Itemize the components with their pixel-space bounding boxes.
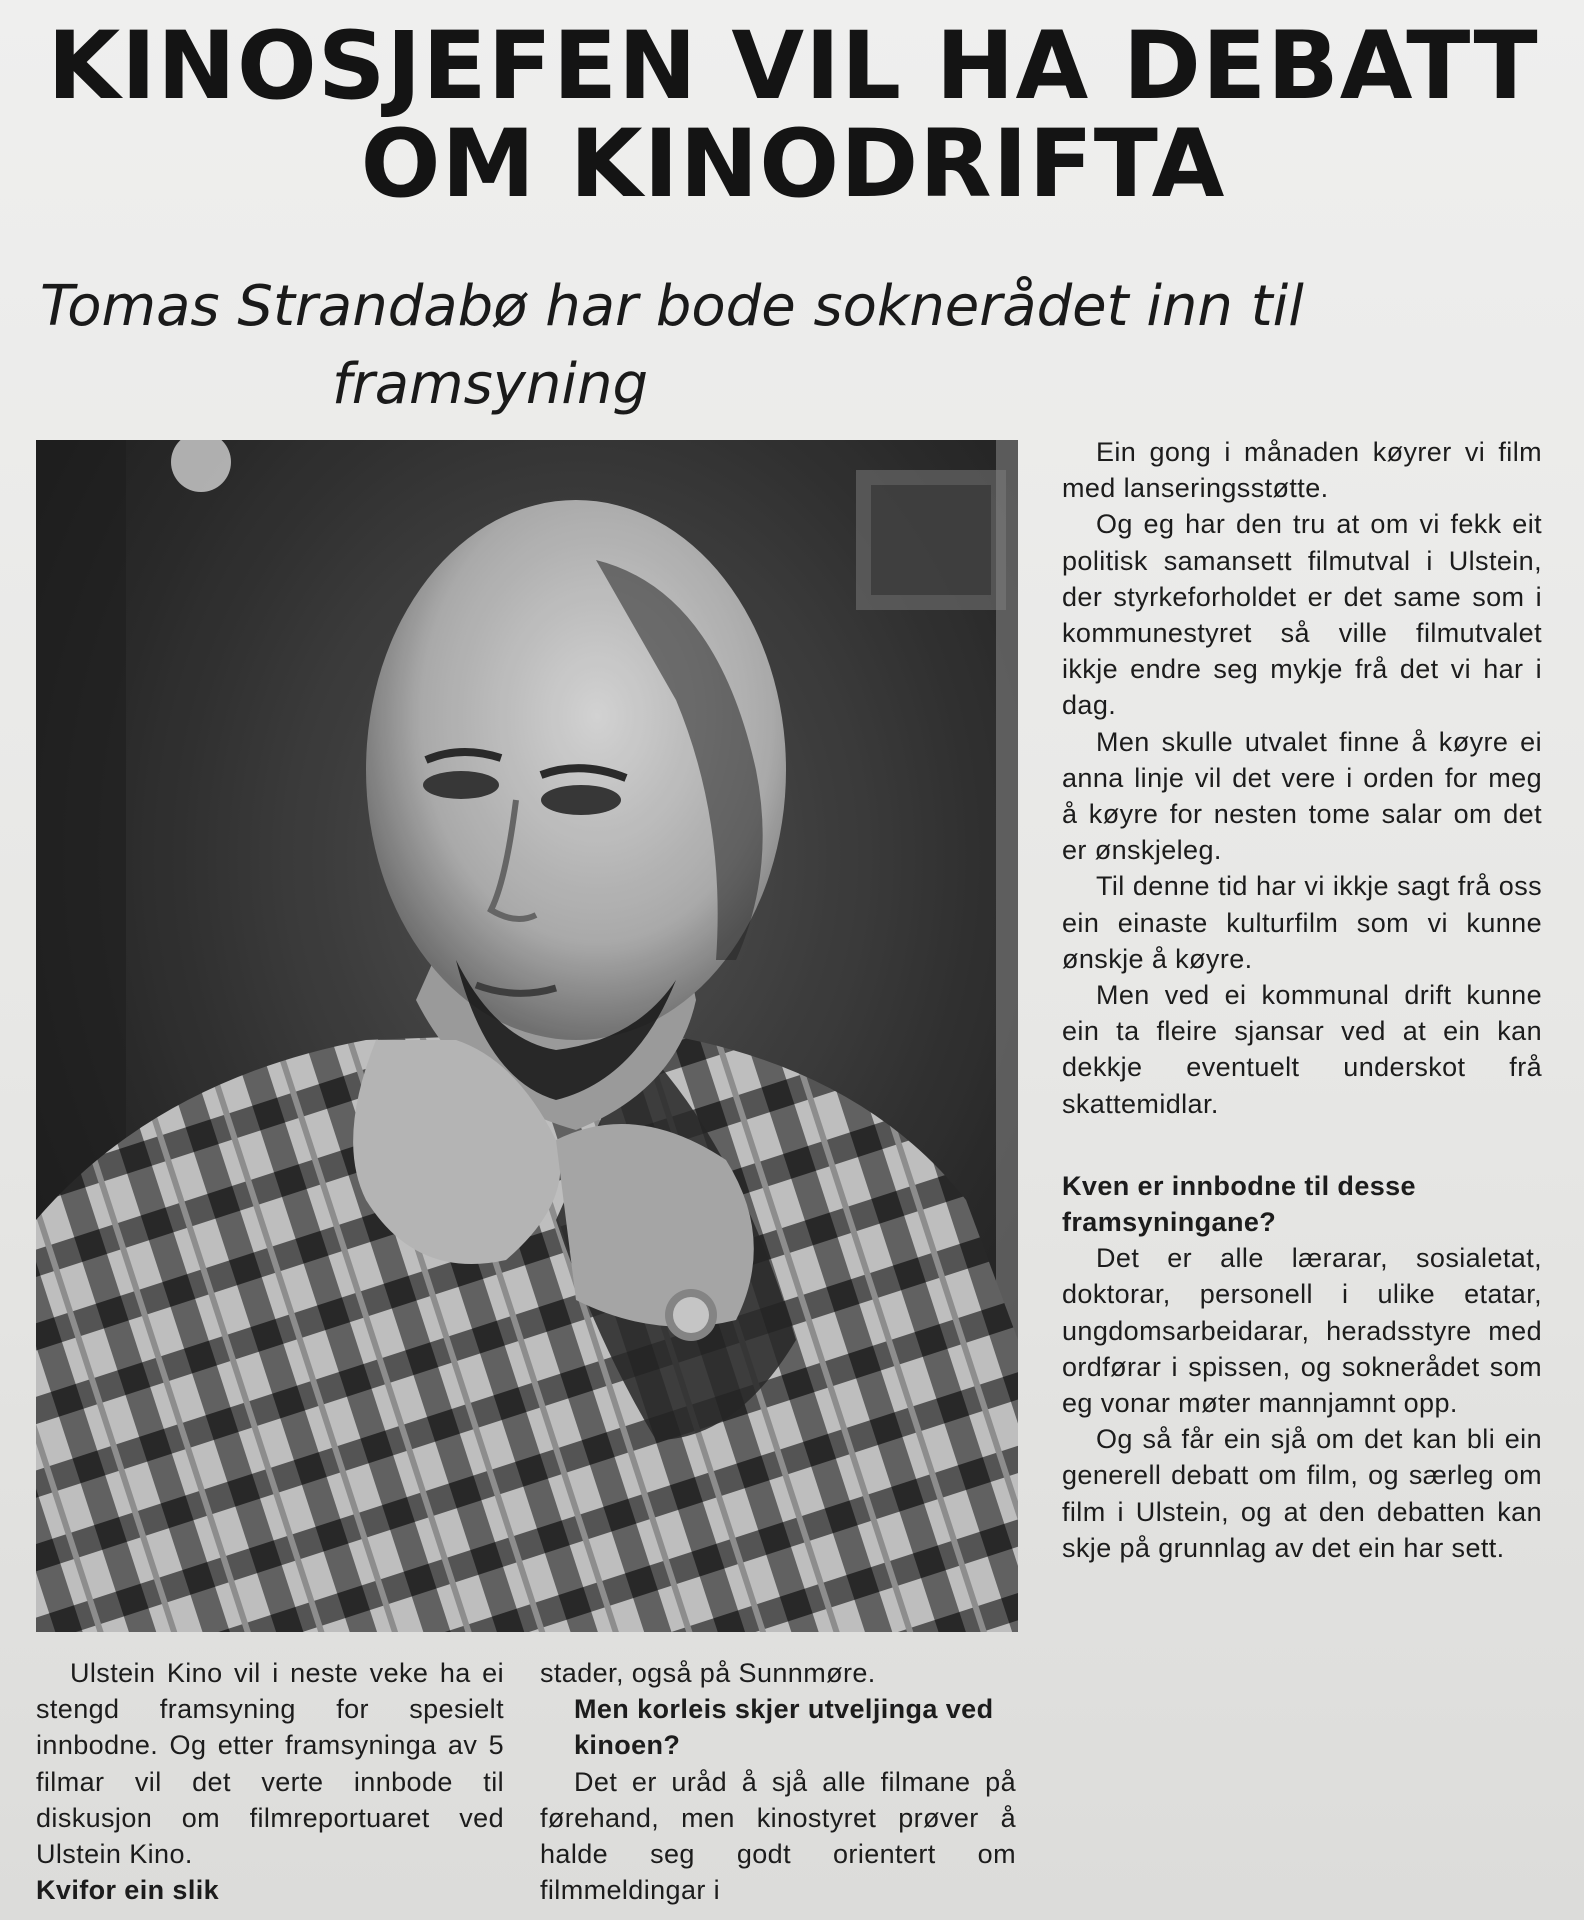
headline bbox=[28, 12, 1558, 219]
subheadline-line-2: framsyning bbox=[332, 352, 649, 417]
paragraph: Men skulle utvalet finne å køyre ei anna linje vil det vere i orden for meg å køyre for nesten tome salar om det er ønskjeleg. bbox=[1062, 726, 1542, 866]
subheadline bbox=[40, 268, 1560, 424]
interview-question: Men korleis skjer utveljinga ved kinoen? bbox=[574, 1694, 994, 1761]
subheadline-line-1: Tomas Strandabø har bode soknerådet inn til bbox=[40, 274, 1304, 339]
article-column-right bbox=[1062, 434, 1542, 1734]
paragraph: Det er uråd å sjå alle filmane på førehand, men kinostyret prøver å halde seg godt orientert om filmmeldingar i bbox=[540, 1766, 1016, 1906]
paragraph: Det er alle lærarar, sosialetat, doktorar, personell i ulike etatar, ungdomsarbeidarar, heradsstyre med ordførar i spissen, og soknerådet som eg vonar møter mannjamnt opp. bbox=[1062, 1243, 1542, 1419]
paragraph: Og eg har den tru at om vi fekk eit politisk samansett filmutval i Ulstein, der styrkeforholdet er det same som i kommunestyret så ville filmutvalet ikkje endre seg mykje frå det vi har i dag. bbox=[1062, 509, 1542, 721]
lead-paragraph: Ulstein Kino vil i neste veke ha ei stengd framsyning for spesielt innbodne. Og etter framsyninga av 5 filmar vil det verte innbode til diskusjon om filmreportuaret ved Ulstein Kino. bbox=[36, 1658, 504, 1870]
portrait-photo-icon bbox=[36, 440, 1018, 1632]
paragraph: Ein gong i månaden køyrer vi film med lanseringsstøtte. bbox=[1062, 437, 1542, 504]
interview-question: Kven er innbodne til desse framsyningane? bbox=[1062, 1170, 1416, 1238]
article-column-bottom-left bbox=[36, 1655, 504, 1920]
headline-line-2: OM KINODRIFTA bbox=[360, 110, 1226, 219]
paragraph: Og så får ein sjå om det kan bli ein generell debatt om film, og særleg om film i Ulstein, og at den debatten kan skje på grunnlag av det ein har sett. bbox=[1062, 1424, 1542, 1563]
headline-line-1: KINOSJEFEN VIL HA DEBATT bbox=[47, 12, 1539, 121]
paragraph-continued: stader, også på Sunnmøre. bbox=[540, 1658, 876, 1688]
paragraph: Men ved ei kommunal drift kunne ein ta fleire sjansar ved at ein kan dekkje eventuelt underskot frå skattemidlar. bbox=[1062, 980, 1542, 1119]
portrait-photo bbox=[36, 440, 1018, 1632]
paragraph: Til denne tid har vi ikkje sagt frå oss ein einaste kulturfilm som vi kunne ønskje å køyre. bbox=[1062, 871, 1542, 974]
interview-question: Kvifor ein slik bbox=[36, 1875, 220, 1906]
article-column-bottom-middle bbox=[540, 1655, 1016, 1920]
